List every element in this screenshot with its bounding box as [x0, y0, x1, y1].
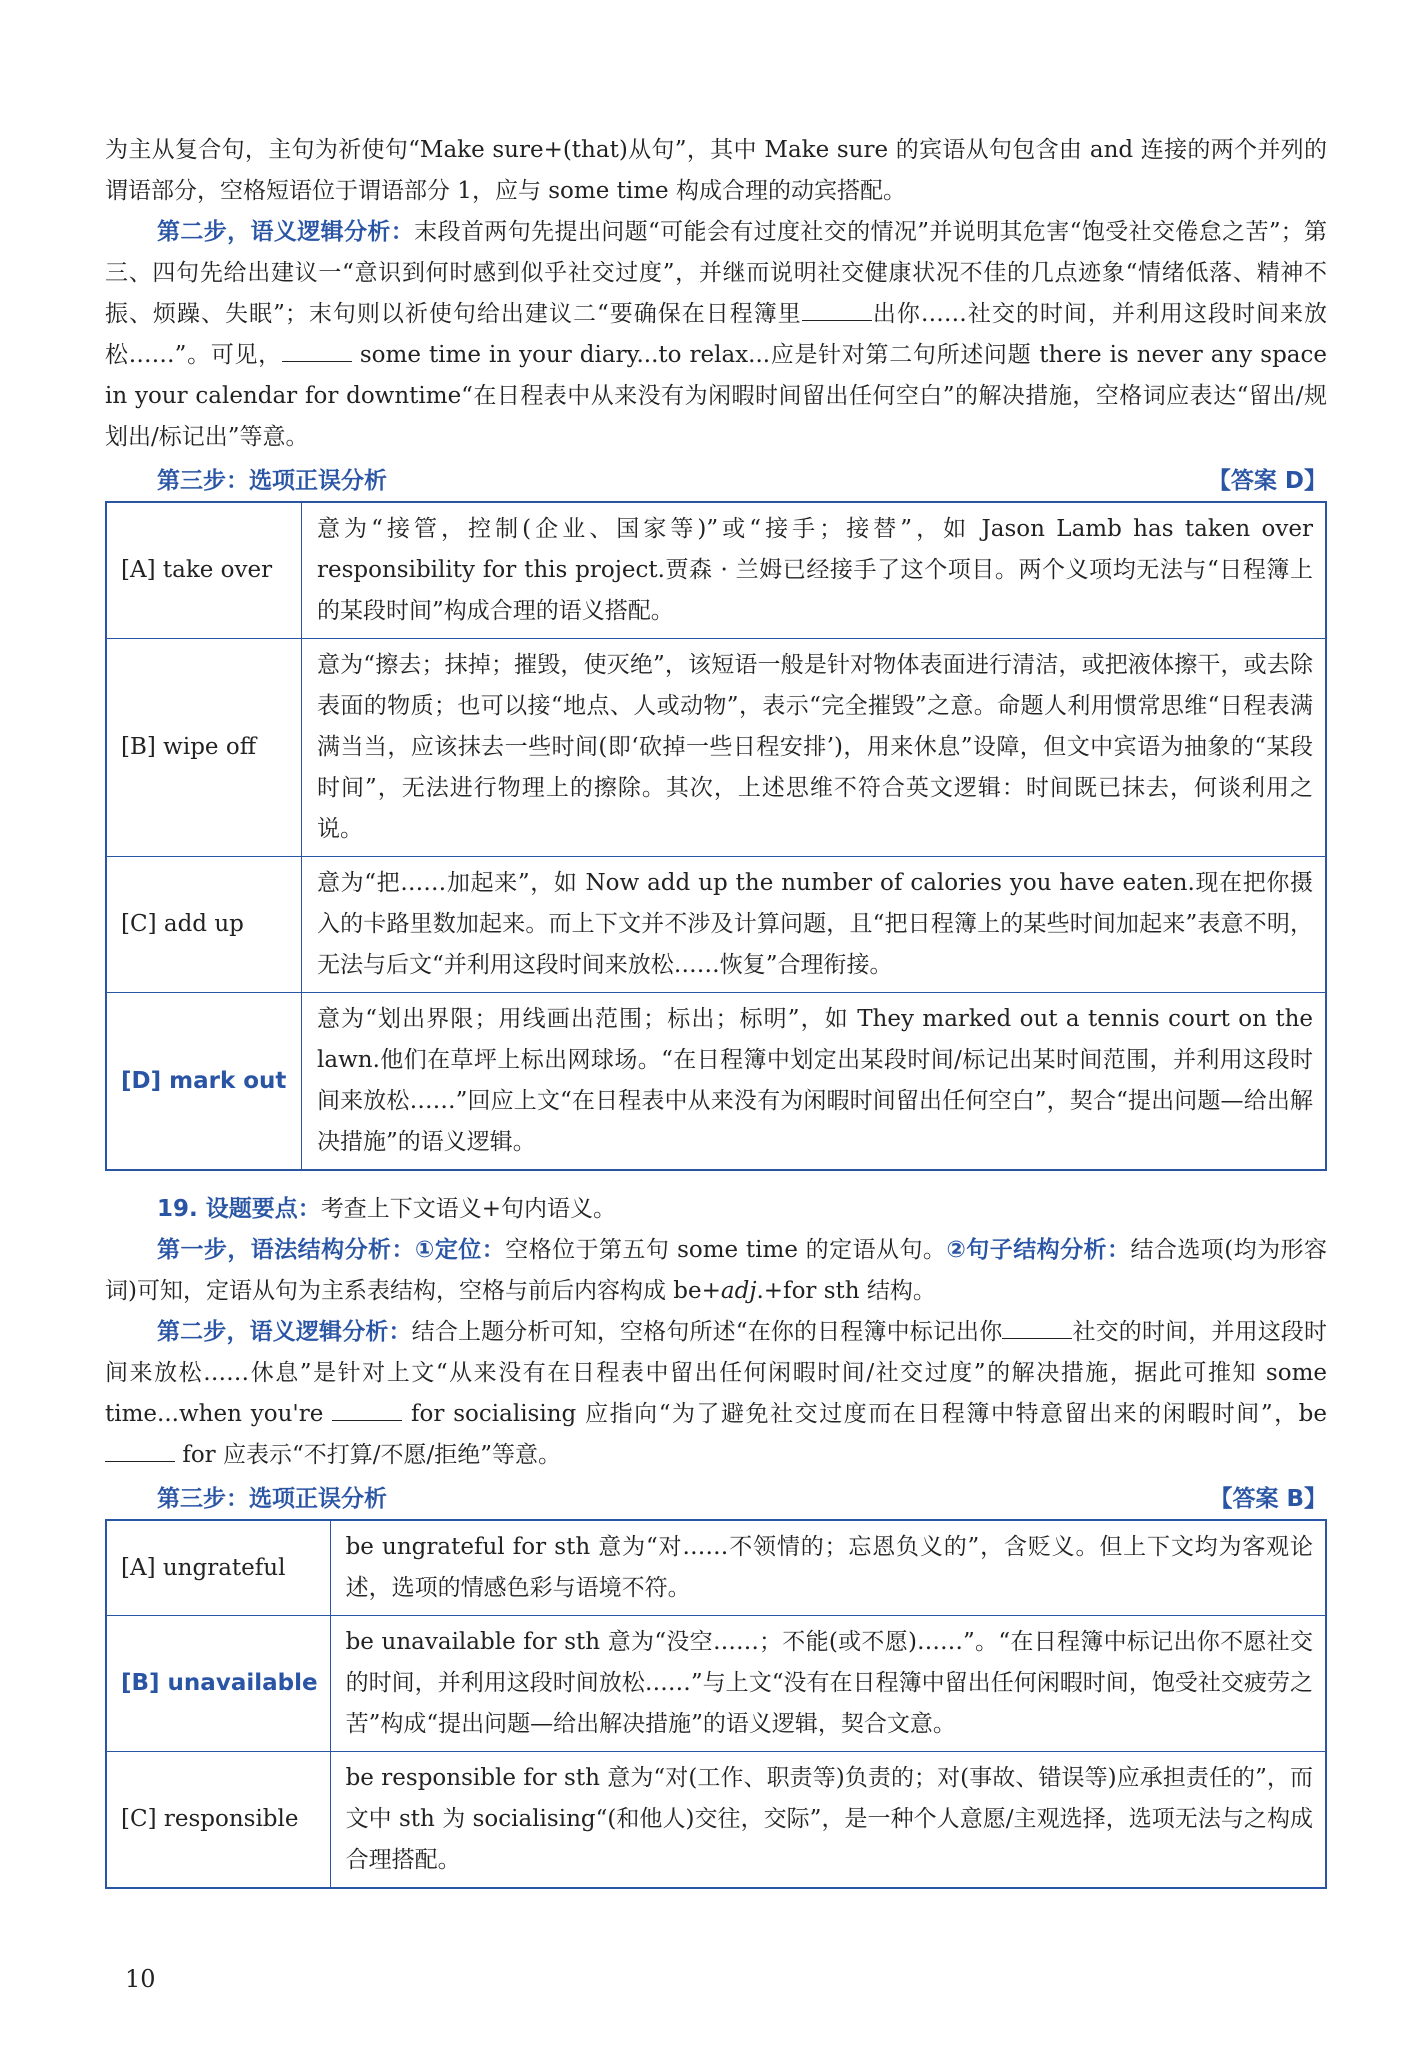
- table-row: [106, 502, 1326, 639]
- q19-step1-sub1-text: 空格位于第五句 some time 的定语从句。: [505, 1237, 947, 1263]
- blank-line: [802, 300, 872, 321]
- blank-line: [332, 1400, 402, 1421]
- q19-step2-text-1: 结合上题分析可知，空格句所述“在你的日程簿中标记出你: [411, 1319, 1003, 1345]
- q19-step1-italic: adj: [720, 1278, 757, 1304]
- q18-step2-text-1: 末段首两句先提出问题“可能会有过度社交的情况”并说明其危害“饱受社交倦怠之苦”；第三、四句先给出建议一“意识到何时感到似乎社交过度”，并继而说明社交健康状况不佳的几点迹象“情绪低落、精神不振、烦躁、失眠”；末句则以祈使句给出建议二“要确保在日程簿里: [105, 219, 1327, 327]
- option-label-correct: [B] unavailable: [106, 1616, 330, 1752]
- option-label: [B] wipe off: [106, 639, 302, 857]
- q18-step2-text-3: some time in your diary...to relax...应是针对第二句所述问题 there is never any space in your calendar for downtime“在日程表中从来没有为闲暇时间留出任何空白”的解决措施，空格词应表达“留出/规划出/标记出”等意。: [105, 342, 1327, 450]
- option-label: [C] add up: [106, 857, 302, 993]
- q18-step2-paragraph: [105, 212, 1327, 458]
- intro-text: 为主从复合句，主句为祈使句“Make sure+(that)从句”，其中 Make sure 的宾语从句包含由 and 连接的两个并列的谓语部分，空格短语位于谓语部分 1，应与 some time 构成合理的动宾搭配。: [105, 137, 1327, 204]
- q19-title-label: 19. 设题要点：: [157, 1196, 321, 1222]
- q19-step2-text-2: 社交的时间，并用这段时间来放松……休息”是针对上文“从来没有在日程表中留出任何闲暇时间/社交过度”的解决措施，据此可推知 some time...when you're: [105, 1319, 1328, 1427]
- table-row: [106, 1520, 1326, 1616]
- table-row: [106, 639, 1326, 857]
- q18-step3-header: [105, 458, 1327, 498]
- q19-step1-sub2-text-a: 结合选项(均为形容词)可知，定语从句为主系表结构，空格与前后内容构成 be+: [105, 1237, 1327, 1304]
- q18-step3-label: 第三步：选项正误分析: [157, 467, 387, 494]
- q19-title-text: 考查上下文语义+句内语义。: [320, 1196, 617, 1222]
- option-explanation: be ungrateful for sth 意为“对……不领情的；忘恩负义的”，含贬义。但上下文均为客观论述，选项的情感色彩与语境不符。: [330, 1520, 1326, 1616]
- option-label: [C] responsible: [106, 1752, 330, 1889]
- option-explanation: 意为“接管，控制(企业、国家等)”或“接手；接替”，如 Jason Lamb has taken over responsibility for this project.贾森 · 兰姆已经接手了这个项目。两个义项均无法与“日程簿上的某段时间”构成合理的语义搭配。: [302, 502, 1327, 639]
- blank-line: [105, 1441, 175, 1462]
- q19-step1-paragraph: [105, 1230, 1327, 1312]
- page-content: [105, 130, 1327, 1889]
- q18-options-table: [105, 501, 1327, 1171]
- option-label-correct: [D] mark out: [106, 993, 302, 1171]
- q19-step1-label: 第一步，语法结构分析：: [157, 1237, 415, 1263]
- blank-line: [1002, 1318, 1072, 1339]
- q19-title-paragraph: [105, 1189, 1327, 1230]
- q18-answer: 【答案 D】: [1207, 467, 1327, 494]
- option-explanation: 意为“把……加起来”，如 Now add up the number of calories you have eaten.现在把你摄入的卡路里数加起来。而上下文并不涉及计算问题，且“把日程簿上的某些时间加起来”表意不明，无法与后文“并利用这段时间来放松……恢复”合理衔接。: [302, 857, 1327, 993]
- q18-step2-text-2: 出你……社交的时间，并利用这段时间来放松……”。可见，: [105, 301, 1327, 368]
- q19-step2-paragraph: [105, 1312, 1327, 1476]
- option-explanation: 意为“划出界限；用线画出范围；标出；标明”，如 They marked out a tennis court on the lawn.他们在草坪上标出网球场。“在日程簿中划定出某段时间/标记出某时间范围，并利用这段时间来放松……”回应上文“在日程表中从来没有为闲暇时间留出任何空白”，契合“提出问题—给出解决措施”的语义逻辑。: [302, 993, 1327, 1171]
- table-row: [106, 993, 1326, 1171]
- option-explanation: be unavailable for sth 意为“没空……；不能(或不愿)……”。“在日程簿中标记出你不愿社交的时间，并利用这段时间放松……”与上文“没有在日程簿中留出任何闲暇时间，饱受社交疲劳之苦”构成“提出问题—给出解决措施”的语义逻辑，契合文意。: [330, 1616, 1326, 1752]
- q19-step2-text-3: for socialising 应指向“为了避免社交过度而在日程簿中特意留出来的闲暇时间”，be: [411, 1401, 1328, 1427]
- q19-step1-sub2-label: ②句子结构分析：: [946, 1237, 1131, 1263]
- intro-paragraph: [105, 130, 1327, 212]
- q19-step1-sub2-text-b: .+for sth 结构。: [756, 1278, 936, 1304]
- q18-step2-label: 第二步，语义逻辑分析：: [157, 219, 415, 245]
- q19-step3-header: [105, 1476, 1327, 1516]
- q19-step2-label: 第二步，语义逻辑分析：: [157, 1319, 412, 1345]
- blank-line: [282, 341, 352, 362]
- q19-answer: 【答案 B】: [1209, 1485, 1327, 1512]
- option-explanation: be responsible for sth 意为“对(工作、职责等)负责的；对(事故、错误等)应承担责任的”，而文中 sth 为 socialising“(和他人)交往，交际”，是一种个人意愿/主观选择，选项无法与之构成合理搭配。: [330, 1752, 1326, 1889]
- q19-step1-sub1-label: ①定位：: [414, 1237, 506, 1263]
- table-row: [106, 1616, 1326, 1752]
- table-row: [106, 1752, 1326, 1889]
- page-number: 10: [125, 1965, 156, 1993]
- option-label: [A] take over: [106, 502, 302, 639]
- q19-step2-text-4: for 应表示“不打算/不愿/拒绝”等意。: [182, 1442, 561, 1468]
- table-row: [106, 857, 1326, 993]
- q19-step3-label: 第三步：选项正误分析: [157, 1485, 387, 1512]
- option-explanation: 意为“擦去；抹掉；摧毁，使灭绝”，该短语一般是针对物体表面进行清洁，或把液体擦干，或去除表面的物质；也可以接“地点、人或动物”，表示“完全摧毁”之意。命题人利用惯常思维“日程表满满当当，应该抹去一些时间(即‘砍掉一些日程安排’)，用来休息”设障，但文中宾语为抽象的“某段时间”，无法进行物理上的擦除。其次，上述思维不符合英文逻辑：时间既已抹去，何谈利用之说。: [302, 639, 1327, 857]
- option-label: [A] ungrateful: [106, 1520, 330, 1616]
- q19-options-table: [105, 1519, 1327, 1889]
